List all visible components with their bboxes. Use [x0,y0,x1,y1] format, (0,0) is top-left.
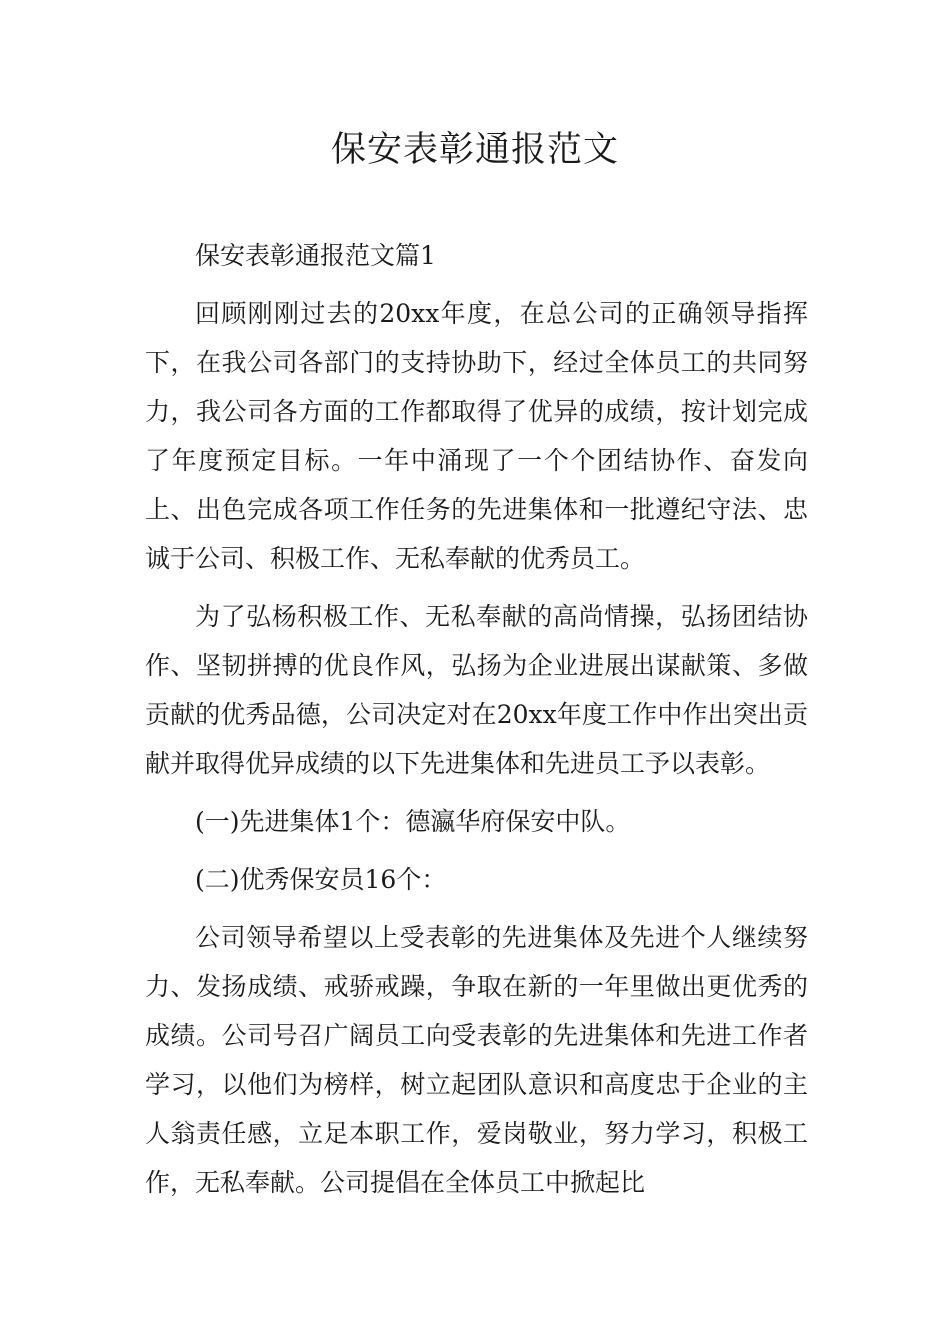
paragraph-review: 回顾刚刚过去的20xx年度，在总公司的正确领导指挥下，在我公司各部门的支持协助下，经过全体员工的共同努力，我公司各方面的工作都取得了优异的成绩，按计划完成了年度预定目标。一年中涌现了一个个团结协作、奋发向上、出色完成各项工作任务的先进集体和一批遵纪守法、忠诚于公司、积极工作、无私奉献的优秀员工。 [145,299,808,573]
paragraph-decision: 为了弘杨积极工作、无私奉献的高尚情操，弘扬团结协作、坚韧拼搏的优良作风，弘扬为企业进展出谋献策、多做贡献的优秀品德，公司决定对在20xx年度工作中作出突出贡献并取得优异成绩的以下先进集体和先进员工予以表彰。 [145,602,808,778]
list-item-advanced-collective: (一)先进集体1个：德瀛华府保安中队。 [195,807,631,836]
section-heading: 保安表彰通报范文篇1 [195,241,436,270]
list-item-excellent-guards: (二)优秀保安员16个： [195,865,447,894]
document-title: 保安表彰通报范文 [330,130,619,170]
document-body [145,231,808,1216]
paragraph-call-to-action: 公司领导希望以上受表彰的先进集体及先进个人继续努力、发扬成绩、戒骄戒躁，争取在新的一年里做出更优秀的成绩。公司号召广阔员工向受表彰的先进集体和先进工作者学习，以他们为榜样，树立起团队意识和高度忠于企业的主人翁责任感，立足本职工作，爱岗敬业，努力学习，积极工作，无私奉献。公司提倡在全体员工中掀起比 [145,923,808,1197]
